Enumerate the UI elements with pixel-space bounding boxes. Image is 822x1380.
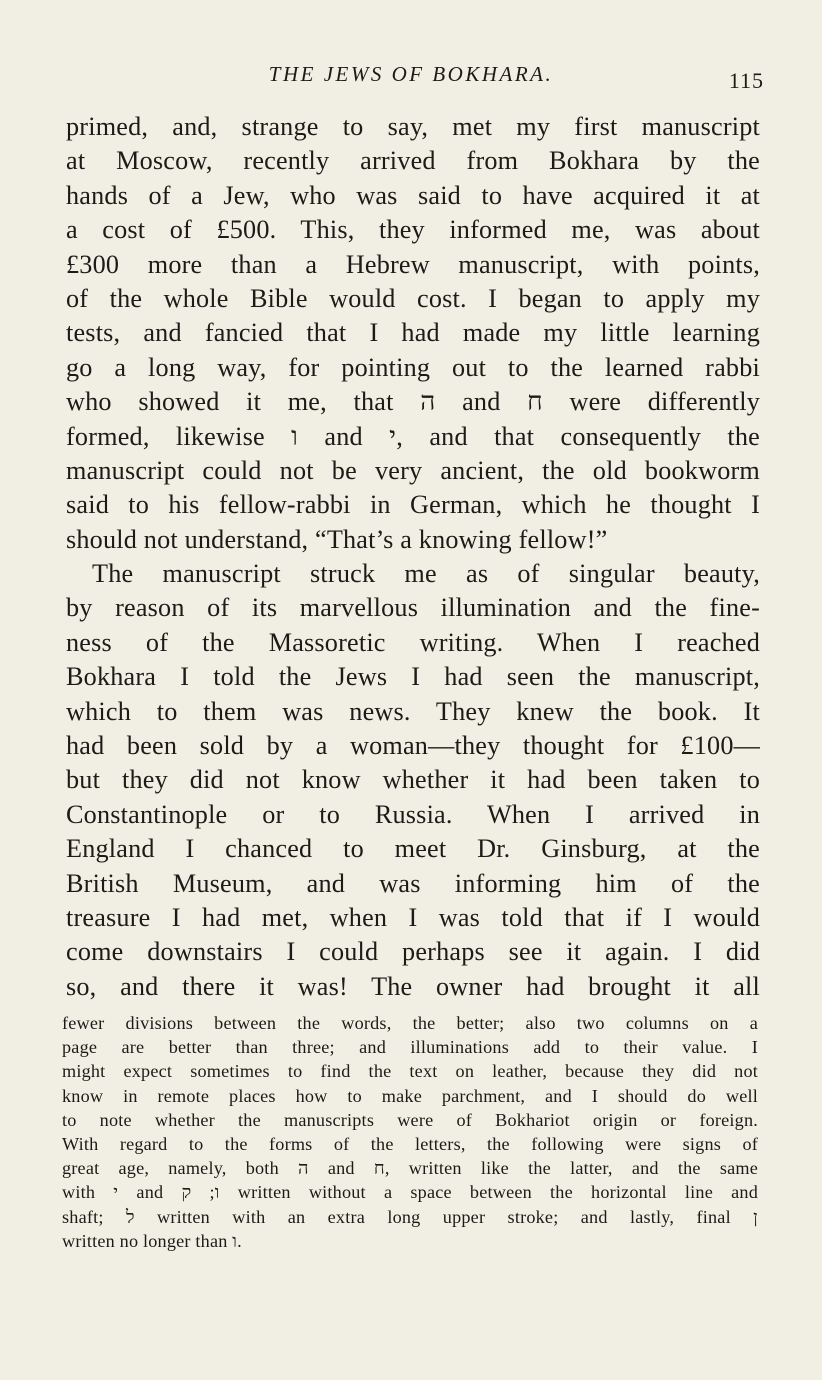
body-line: at Moscow, recently arrived from Bokhara by the (66, 146, 760, 176)
body-line: The manuscript struck me as of singular beauty, (92, 559, 760, 589)
footnote-line: written no longer than ו. (62, 1230, 242, 1251)
body-line: primed, and, strange to say, met my first manuscript (66, 112, 760, 141)
footnote-line: know in remote places how to make parchment, and I should do well (62, 1085, 758, 1106)
running-head (0, 62, 822, 92)
body-line: British Museum, and was informing him of the (66, 868, 760, 898)
body-line: by reason of its marvellous illumination and the fine- (66, 593, 760, 623)
body-line: a cost of £500. This, they informed me, was about (66, 215, 760, 245)
body-line: go a long way, for pointing out to the learned rabbi (66, 352, 760, 382)
body-line: come downstairs I could perhaps see it again. I did (66, 937, 760, 967)
footnote-line: great age, namely, both ה and ח, written like the latter, and the same (62, 1158, 759, 1179)
body-line: but they did not know whether it had been taken to (66, 765, 760, 795)
body-line: Constantinople or to Russia. When I arrived in (66, 799, 760, 829)
footnote-line: fewer divisions between the words, the better; also two columns on a (62, 1013, 758, 1033)
running-title: THE JEWS OF BOKHARA. (268, 62, 554, 86)
body-line: said to his fellow-rabbi in German, which he thought I (66, 490, 760, 520)
footnote-line: might expect sometimes to find the text on leather, because they did not (62, 1061, 758, 1082)
body-line: treasure I had met, when I was told that if I would (66, 902, 760, 932)
body-line: had been sold by a woman—they thought for £100— (66, 731, 760, 761)
body-line: ness of the Massoretic writing. When I reached (66, 627, 760, 657)
footnote-line: page are better than three; and illuminations add to their value. I (62, 1037, 758, 1058)
body-line: manuscript could not be very ancient, the old bookworm (66, 455, 760, 485)
footnote (62, 1011, 758, 1253)
page-number: 115 (728, 68, 764, 93)
footnote-line: shaft; ל written with an extra long upper stroke; and lastly, final ן (62, 1206, 759, 1227)
body-text (66, 110, 760, 1004)
body-line: should not understand, “That’s a knowing fellow!” (66, 524, 608, 554)
body-line: so, and there it was! The owner had brought it all (66, 971, 760, 1001)
body-line: hands of a Jew, who was said to have acquired it at (66, 180, 760, 210)
body-line: tests, and fancied that I had made my little learning (66, 318, 760, 348)
footnote-line: With regard to the forms of the letters, the following were signs of (62, 1133, 758, 1154)
body-line: formed, likewise ו and י, and that consequently the (66, 421, 761, 451)
body-line: which to them was news. They knew the book. It (66, 696, 760, 726)
footnote-line: with י and ו; ק written without a space between the horizontal line and (62, 1182, 758, 1203)
body-line: of the whole Bible would cost. I began to apply my (66, 283, 760, 313)
body-line: £300 more than a Hebrew manuscript, with points, (66, 249, 760, 279)
footnote-line: to note whether the manuscripts were of Bokhariot origin or foreign. (62, 1109, 758, 1130)
body-line: who showed it me, that ה and ח were differently (66, 387, 760, 417)
body-line: Bokhara I told the Jews I had seen the manuscript, (66, 662, 760, 692)
body-line: England I chanced to meet Dr. Ginsburg, at the (66, 834, 760, 864)
